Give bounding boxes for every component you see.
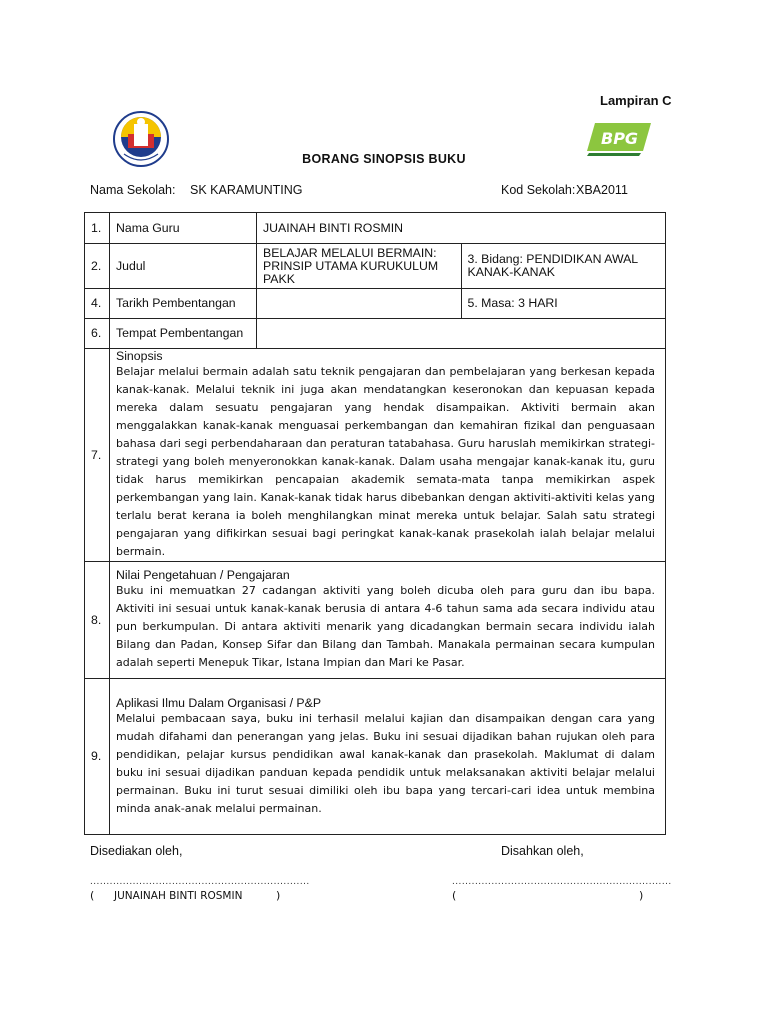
- row-tarikh: [85, 289, 666, 319]
- row-number: 7.: [85, 349, 110, 562]
- section-title: Sinopsis: [116, 349, 163, 363]
- row-nama-guru: [85, 213, 666, 244]
- approved-open-paren: (: [452, 889, 457, 902]
- prepared-open-paren: (: [90, 889, 95, 902]
- row-judul: [85, 244, 666, 289]
- masa-value: 5. Masa: 3 HARI: [461, 289, 666, 319]
- row-label: Tarikh Pembentangan: [110, 289, 257, 319]
- teacher-name-value: JUAINAH BINTI ROSMIN: [257, 213, 666, 244]
- form-title: BORANG SINOPSIS BUKU: [302, 152, 466, 166]
- school-code-label: Kod Sekolah:: [501, 183, 576, 197]
- school-name-value: SK KARAMUNTING: [190, 183, 303, 197]
- prepared-close-paren: ): [276, 889, 281, 902]
- knowledge-value-text: Buku ini memuatkan 27 cadangan aktiviti yang boleh dicuba oleh para guru dan ibu bapa. Aktiviti ini sesuai untuk kanak-kanak berusia di antara 4-6 tahun sama ada secara individu atau pun berkumpulan. Di antara aktiviti menarik yang dicadangkan bermain secara individu ialah Bilang dan Padan, Konsep Sifar dan Bilang dan Tambah. Manakala permainan secara kumpulan adalah seperti Menepuk Tikar, Istana Impian dan Mari ke Pasar.: [116, 584, 655, 669]
- prepared-name: JUNAINAH BINTI ROSMIN: [114, 890, 243, 902]
- section-title: Aplikasi Ilmu Dalam Organisasi / P&P: [116, 695, 322, 710]
- row-label: Nama Guru: [110, 213, 257, 244]
- row-number: 2.: [85, 244, 110, 289]
- synopsis-text: Belajar melalui bermain adalah satu teknik pengajaran dan pembelajaran yang berkesan kepada kanak-kanak. Melalui teknik ini juga akan mendatangkan keseronokan dan kepuasan kepada mereka dalam sesuatu pengajaran yang hendak disampaikan. Aktiviti bermain akan menggalakkan kanak-kanak menguasai perkembangan dan kemahiran fizikal dan penguasaan bahasa dari segi perbendaharaan dan peraturan tatabahasa. Guru haruslah memikirkan strategi-strategi yang boleh menyeronokkan kanak-kanak. Dalam usaha mengajar kanak-kanak itu, guru tidak harus memikirkan pencapaian akademik semata-mata tanpa memikirkan aspek perkembangan yang lain. Kanak-kanak tidak harus dibebankan dengan aktiviti-aktiviti kelas yang terlalu berat kerana ia boleh menghilangkan minat mereka untuk belajar. Salah satu strategi pengajaran yang difikirkan sesuai bagi peringkat kanak-kanak prasekolah ialah belajar melalui bermain.: [116, 365, 655, 558]
- row-nilai: [85, 562, 666, 679]
- date-value: [257, 289, 462, 319]
- section-title: Nilai Pengetahuan / Pengajaran: [116, 568, 290, 582]
- row-sinopsis: [85, 349, 666, 562]
- prepared-signature-line: ...................................................................: [90, 876, 310, 887]
- row-number: 9.: [85, 679, 110, 835]
- row-number: 6.: [85, 319, 110, 349]
- application-text: Melalui pembacaan saya, buku ini terhasil melalui kajian dan disampaikan dengan cara yang mudah difahami dan penerangan yang jelas. Buku ini sesuai dijadikan bahan rujukan oleh para pendidikan, pelajar kursus pendidikan awal kanak-kanak dan prasekolah. Maklumat di dalam buku ini sesuai dijadikan panduan kepada pendidik untuk melaksanakan aktiviti belajar melalui permainan. Buku ini turut sesuai dimiliki oleh ibu bapa yang tercari-cari idea untuk membina minda anak-anak melalui permainan.: [116, 711, 655, 815]
- row-number: 1.: [85, 213, 110, 244]
- bpg-logo-text: BPG: [601, 129, 639, 148]
- bidang-value: 3. Bidang: PENDIDIKAN AWAL KANAK-KANAK: [461, 244, 666, 289]
- approved-signature-line: ...................................................................: [452, 876, 672, 887]
- school-code-value: XBA2011: [576, 183, 628, 197]
- row-label: Tempat Pembentangan: [110, 319, 257, 349]
- approved-close-paren: ): [639, 889, 644, 902]
- row-label: Judul: [110, 244, 257, 289]
- school-name-label: Nama Sekolah:: [90, 183, 176, 197]
- prepared-by-label: Disediakan oleh,: [90, 844, 183, 858]
- approved-by-label: Disahkan oleh,: [501, 844, 584, 858]
- lampiran-label: Lampiran C: [600, 93, 672, 108]
- row-number: 4.: [85, 289, 110, 319]
- row-aplikasi: [85, 679, 666, 835]
- row-number: 8.: [85, 562, 110, 679]
- row-tempat: [85, 319, 666, 349]
- synopsis-form-table: [84, 212, 666, 835]
- place-value: [257, 319, 666, 349]
- book-title-value: BELAJAR MELALUI BERMAIN: PRINSIP UTAMA KURUKULUM PAKK: [257, 244, 462, 289]
